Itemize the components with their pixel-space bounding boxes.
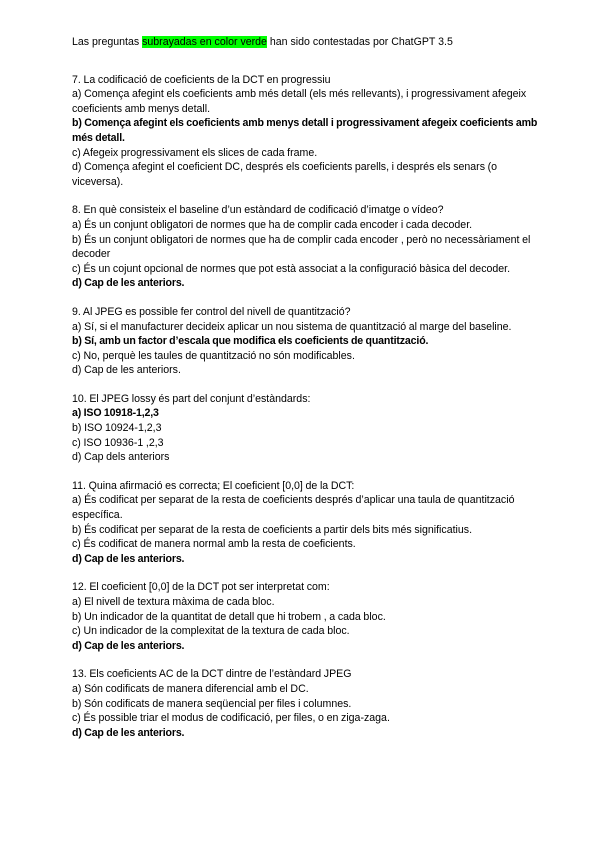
question-option: a) És un conjunt obligatori de normes que ha de complir cada encoder i cada decoder. [72, 218, 473, 231]
question-option: d) Cap dels anteriors [72, 451, 170, 464]
question-option: b) Un indicador de la quantitat de detall que hi trobem , a cada bloc. [72, 610, 386, 623]
question-option: b) Són codificats de manera seqüencial per files i columnes. [72, 697, 352, 710]
question-option: d) Cap de les anteriors. [72, 364, 181, 377]
question-option: b) ISO 10924-1,2,3 [72, 422, 162, 435]
question-title: 11. Quina afirmació es correcta; El coeficient [0,0] de la DCT: [72, 479, 355, 492]
question-title: 12. El coeficient [0,0] de la DCT pot ser interpretat com: [72, 581, 330, 594]
question-option: d) Comença afegint el coeficient DC, després els coeficients parells, i després els senars (o viceversa). [72, 161, 498, 188]
question-answer-option: a) ISO 10918-1,2,3 [72, 407, 159, 420]
question-title: 13. Els coeficients AC de la DCT dintre de l’estàndard JPEG [72, 668, 352, 681]
question-option: a) Comença afegint els coeficients amb més detall (els més rellevants), i progressivament afegeix coeficients amb menys detall. [72, 88, 527, 115]
question-block [72, 203, 540, 291]
question-block [72, 305, 540, 378]
question-answer-option: d) Cap de les anteriors. [72, 639, 185, 652]
question-answer-option: d) Cap de les anteriors. [72, 552, 185, 565]
question-block [72, 479, 540, 567]
question-option: a) El nivell de textura màxima de cada bloc. [72, 596, 275, 608]
question-option: a) És codificat per separat de la resta de coeficients després d’aplicar una taula de quantització específica. [72, 494, 515, 522]
question-block [72, 580, 540, 653]
question-title: 10. El JPEG lossy és part del conjunt d’estàndards: [72, 392, 311, 405]
question-option: c) ISO 10936-1 ,2,3 [72, 436, 164, 449]
intro-highlight: subrayadas en color verde [142, 36, 267, 48]
question-answer-option: b) Comença afegint els coeficients amb menys detall i progressivament afegeix coeficients amb més detall. [72, 117, 538, 144]
question-option: a) Sí, si el manufacturer decideix aplicar un nou sistema de quantització al marge del baseline. [72, 320, 512, 333]
intro-line [72, 35, 540, 50]
question-answer-option: b) Sí, amb un factor d’escala que modifica els coeficients de quantització. [72, 335, 429, 348]
question-option: c) És possible triar el modus de codificació, per files, o en ziga-zaga. [72, 712, 390, 725]
question-option: c) Un indicador de la complexitat de la textura de cada bloc. [72, 625, 350, 638]
question-block [72, 392, 540, 465]
question-answer-option: d) Cap de les anteriors. [72, 277, 185, 290]
question-block [72, 667, 540, 740]
question-option: c) Afegeix progressivament els slices de cada frame. [72, 146, 318, 159]
question-option: c) No, perquè les taules de quantització no són modificables. [72, 349, 355, 362]
question-title: 7. La codificació de coeficients de la DCT en progressiu [72, 73, 331, 86]
question-title: 9. Al JPEG es possible fer control del nivell de quantització? [72, 305, 351, 318]
question-option: c) És un cojunt opcional de normes que pot està associat a la configuració bàsica del decoder. [72, 262, 511, 275]
question-answer-option: d) Cap de les anteriors. [72, 726, 185, 739]
question-option: b) És un conjunt obligatori de normes que ha de complir cada encoder , però no necessàriament el decoder [72, 233, 531, 261]
question-option: c) És codificat de manera normal amb la resta de coeficients. [72, 538, 356, 551]
intro-after: han sido contestadas por ChatGPT 3.5 [266, 36, 453, 48]
question-list [72, 73, 540, 741]
question-block [72, 73, 540, 190]
question-option: b) És codificat per separat de la resta de coeficients a partir dels bits més significatius. [72, 523, 473, 536]
question-title: 8. En què consisteix el baseline d’un estàndard de codificació d’imatge o vídeo? [72, 204, 444, 217]
question-option: a) Són codificats de manera diferencial amb el DC. [72, 682, 309, 695]
intro-before: Las preguntas [72, 36, 143, 48]
